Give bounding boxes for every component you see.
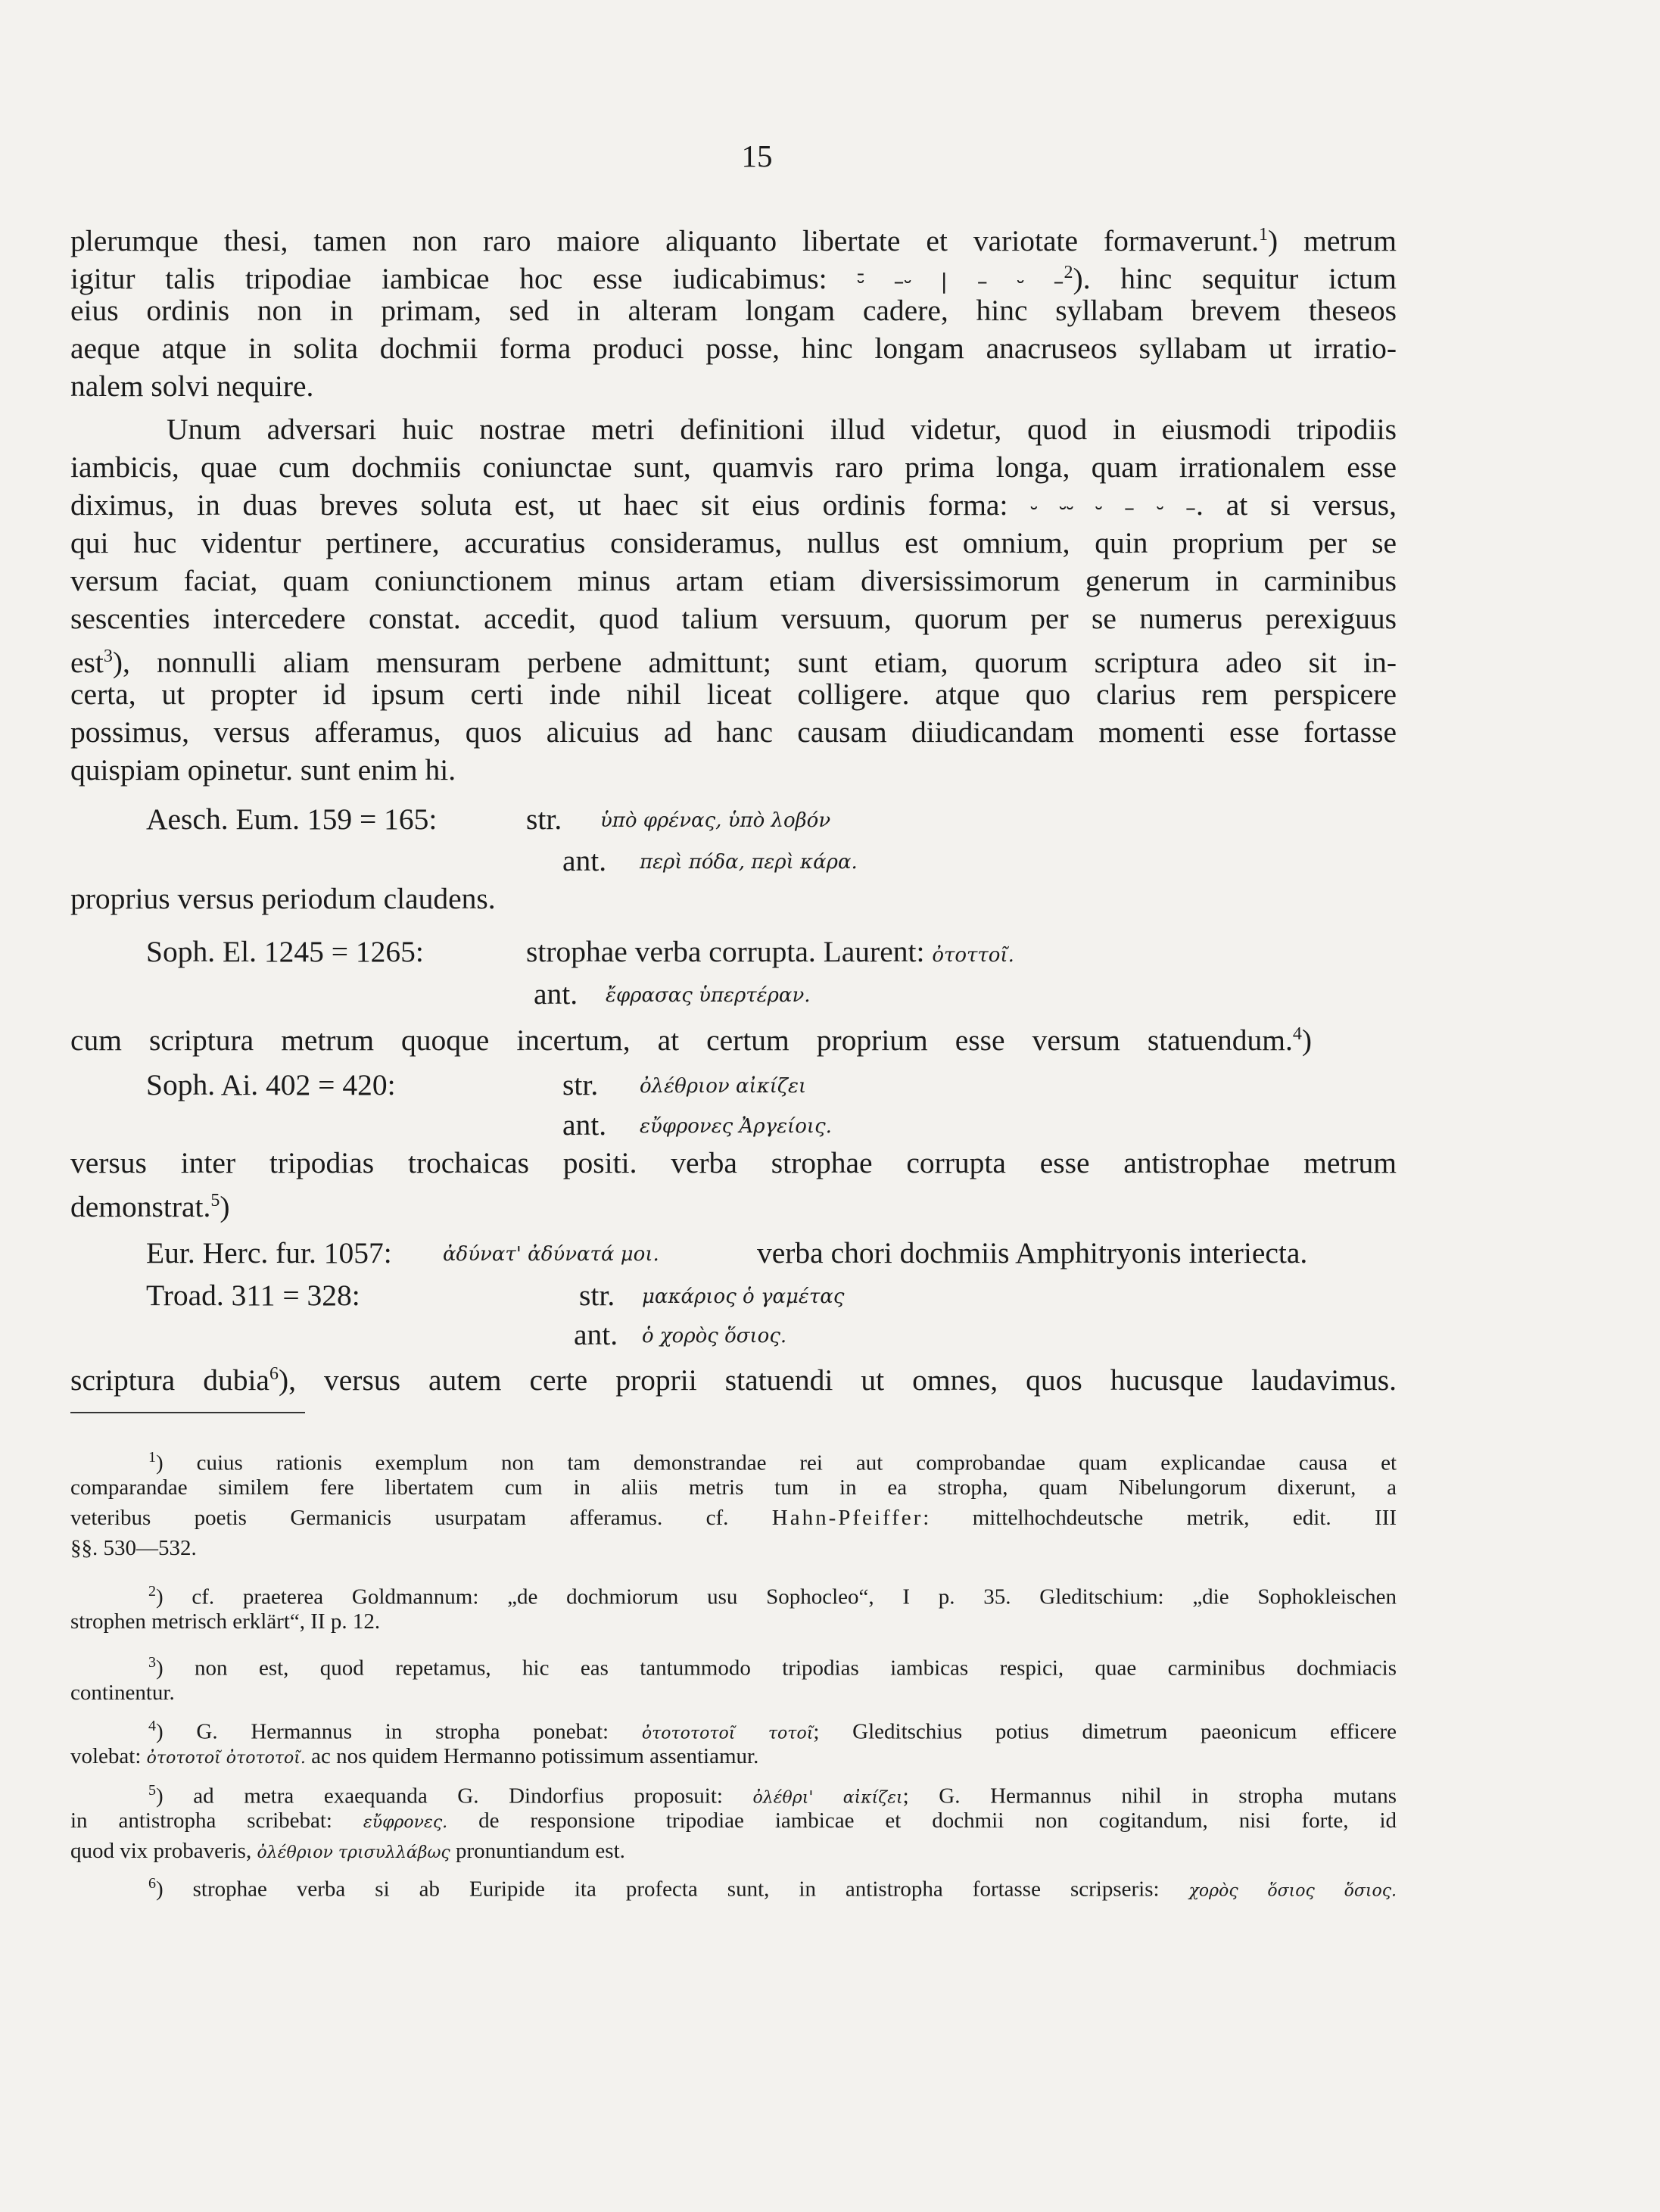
greek-verse: ὀλέθριον αἰκίζει (640, 1075, 807, 1098)
body-line: diximus, in duas breves soluta est, ut haec sit eius ordinis forma: ⏑ ⏑⏑ ⏑ – ⏑ –. at si versus, (70, 488, 1397, 522)
footnote-line: $^5$) ad metra exaequanda G. Dindorfius proposuit: ὀλέθρι' αἰκίζει; G. Hermannus nihil in stropha mutans (148, 1782, 1397, 1809)
body-line: scriptura dubia$^6$), versus autem certe proprii statuendi ut omnes, quos hucusque laudavimus. (70, 1363, 1397, 1397)
greek-verse: εὔφρονες Ἀργείοις. (640, 1115, 832, 1138)
example-text: verba chori dochmiis Amphitryonis interiecta. (757, 1236, 1308, 1270)
footnote-line: volebat: ὀτοτοτοῖ ὀτοτοτοῖ. ac nos quidem Hermanno potissimum assentiamur. (70, 1744, 759, 1768)
body-line: possimus, versus afferamus, quos alicuius ad hanc causam diiudicandam momenti esse fortasse (70, 715, 1397, 749)
example-reference: Soph. Ai. 402 = 420: (146, 1068, 396, 1101)
body-line: cum scriptura metrum quoque incertum, at certum proprium esse versum statuendum.$^4$) (70, 1023, 1312, 1058)
antistrophe-label: ant. (562, 844, 607, 877)
body-line: nalem solvi nequire. (70, 369, 314, 403)
body-line: Unum adversari huic nostrae metri definitioni illud videtur, quod in eiusmodi tripodiis (167, 413, 1397, 446)
body-line: proprius versus periodum claudens. (70, 882, 496, 915)
strophe-label: str. (579, 1279, 615, 1312)
footnote-line: $^6$) strophae verba si ab Euripide ita profecta sunt, in antistropha fortasse scripseris: χορὸς ὅσιος ὅσιος. (148, 1875, 1397, 1902)
example-reference: Soph. El. 1245 = 1265: (146, 935, 424, 968)
example-reference: Aesch. Eum. 159 = 165: (146, 802, 438, 836)
footnote-line: continentur. (70, 1681, 175, 1705)
footnote-line: comparandae similem fere libertatem cum in aliis metris tum in ea stropha, quam Nibelungorum dixerunt, a (70, 1475, 1397, 1500)
strophe-label: str. (526, 802, 562, 836)
page-number: 15 (741, 139, 773, 173)
body-line: qui huc videntur pertinere, accuratius consideramus, nullus est omnium, quin proprium per se (70, 526, 1397, 559)
footnote-separator (70, 1412, 305, 1413)
body-line: versum faciat, quam coniunctionem minus artam etiam diversissimorum generum in carminibus (70, 564, 1397, 597)
footnote-line: $^4$) G. Hermannus in stropha ponebat: ὀτοτοτοτοῖ τοτοῖ; Gleditschius potius dimetrum paeonicum efficere (148, 1718, 1397, 1744)
body-line: sescenties intercedere constat. accedit, quod talium versuum, quorum per se numerus perexiguus (70, 602, 1397, 635)
footnote-line: in antistropha scribebat: εὔφρονες. de responsione tripodiae iambicae et dochmii non cogitandum, nisi forte, id (70, 1809, 1397, 1833)
body-line: versus inter tripodias trochaicas positi. verba strophae corrupta esse antistrophae metrum (70, 1146, 1397, 1179)
meter-scheme: ⏑ ⏑⏑ ⏑ – ⏑ – (1030, 495, 1197, 520)
body-line: certa, ut propter id ipsum certi inde nihil liceat colligere. atque quo clarius rem perspicere (70, 678, 1397, 711)
antistrophe-label: ant. (534, 977, 578, 1011)
body-line: igitur talis tripodiae iambicae hoc esse iudicabimus: ⏑̄ –⏑ | – ⏑ –$^2$). hinc sequitur ictum (70, 262, 1397, 296)
footnote-line: §§. 530—532. (70, 1536, 197, 1560)
greek-verse: μακάριος ὁ γαμέτας (642, 1285, 845, 1308)
footnote-line: $^3$) non est, quod repetamus, hic eas tantummodo tripodias iambicas respici, quae carminibus dochmiacis (148, 1654, 1397, 1681)
antistrophe-label: ant. (574, 1318, 618, 1351)
greek-verse: ὑπὸ φρένας, ὑπὸ λοβόν (600, 809, 831, 832)
body-line: iambicis, quae cum dochmiis coniunctae sunt, quamvis raro prima longa, quam irrationalem esse (70, 450, 1397, 484)
footnote-line: $^2$) cf. praeterea Goldmannum: „de dochmiorum usu Sophocleo“, I p. 35. Gleditschium: „die Sophokleischen (148, 1583, 1397, 1609)
greek-verse: ἔφρασας ὑπερτέραν. (606, 984, 811, 1007)
greek-verse: ὁ χορὸς ὅσιος. (642, 1325, 787, 1347)
body-line: quispiam opinetur. sunt enim hi. (70, 753, 456, 787)
example-text: strophae verba corrupta. Laurent: ὀτοττοῖ. (526, 935, 1014, 968)
antistrophe-label: ant. (562, 1108, 607, 1142)
body-line: est$^3$), nonnulli aliam mensuram perbene admittunt; sunt etiam, quorum scriptura adeo sit in- (70, 646, 1397, 680)
body-line: demonstrat.$^5$) (70, 1190, 230, 1224)
example-reference: Eur. Herc. fur. 1057: (146, 1236, 392, 1270)
greek-verse: ἀδύνατ' ἀδύνατά μοι. (443, 1243, 659, 1266)
greek-verse: περὶ πόδα, περὶ κάρα. (640, 851, 858, 874)
meter-scheme: ⏑̄ –⏑ | – ⏑ – (857, 269, 1064, 294)
body-line: aeque atque in solita dochmii forma produci posse, hinc longam anacruseos syllabam ut irratio- (70, 332, 1397, 365)
body-line: eius ordinis non in primam, sed in alteram longam cadere, hinc syllabam brevem theseos (70, 294, 1397, 327)
strophe-label: str. (562, 1068, 599, 1101)
footnote-line: $^1$) cuius rationis exemplum non tam demonstrandae rei aut comprobandae quam explicandae causa et (148, 1449, 1397, 1475)
footnote-line: strophen metrisch erklärt“, II p. 12. (70, 1609, 381, 1634)
example-reference: Troad. 311 = 328: (146, 1279, 360, 1312)
body-line: plerumque thesi, tamen non raro maiore aliquanto libertate et variotate formaverunt.$^1$) metrum (70, 224, 1397, 258)
footnote-line: quod vix probaveris, ὀλέθριον τρισυλλάβως pronuntiandum est. (70, 1839, 625, 1863)
footnote-line: veteribus poetis Germanicis usurpatam afferamus. cf. Hahn-Pfeiffer: mittelhochdeutsche metrik, edit. III (70, 1506, 1397, 1530)
